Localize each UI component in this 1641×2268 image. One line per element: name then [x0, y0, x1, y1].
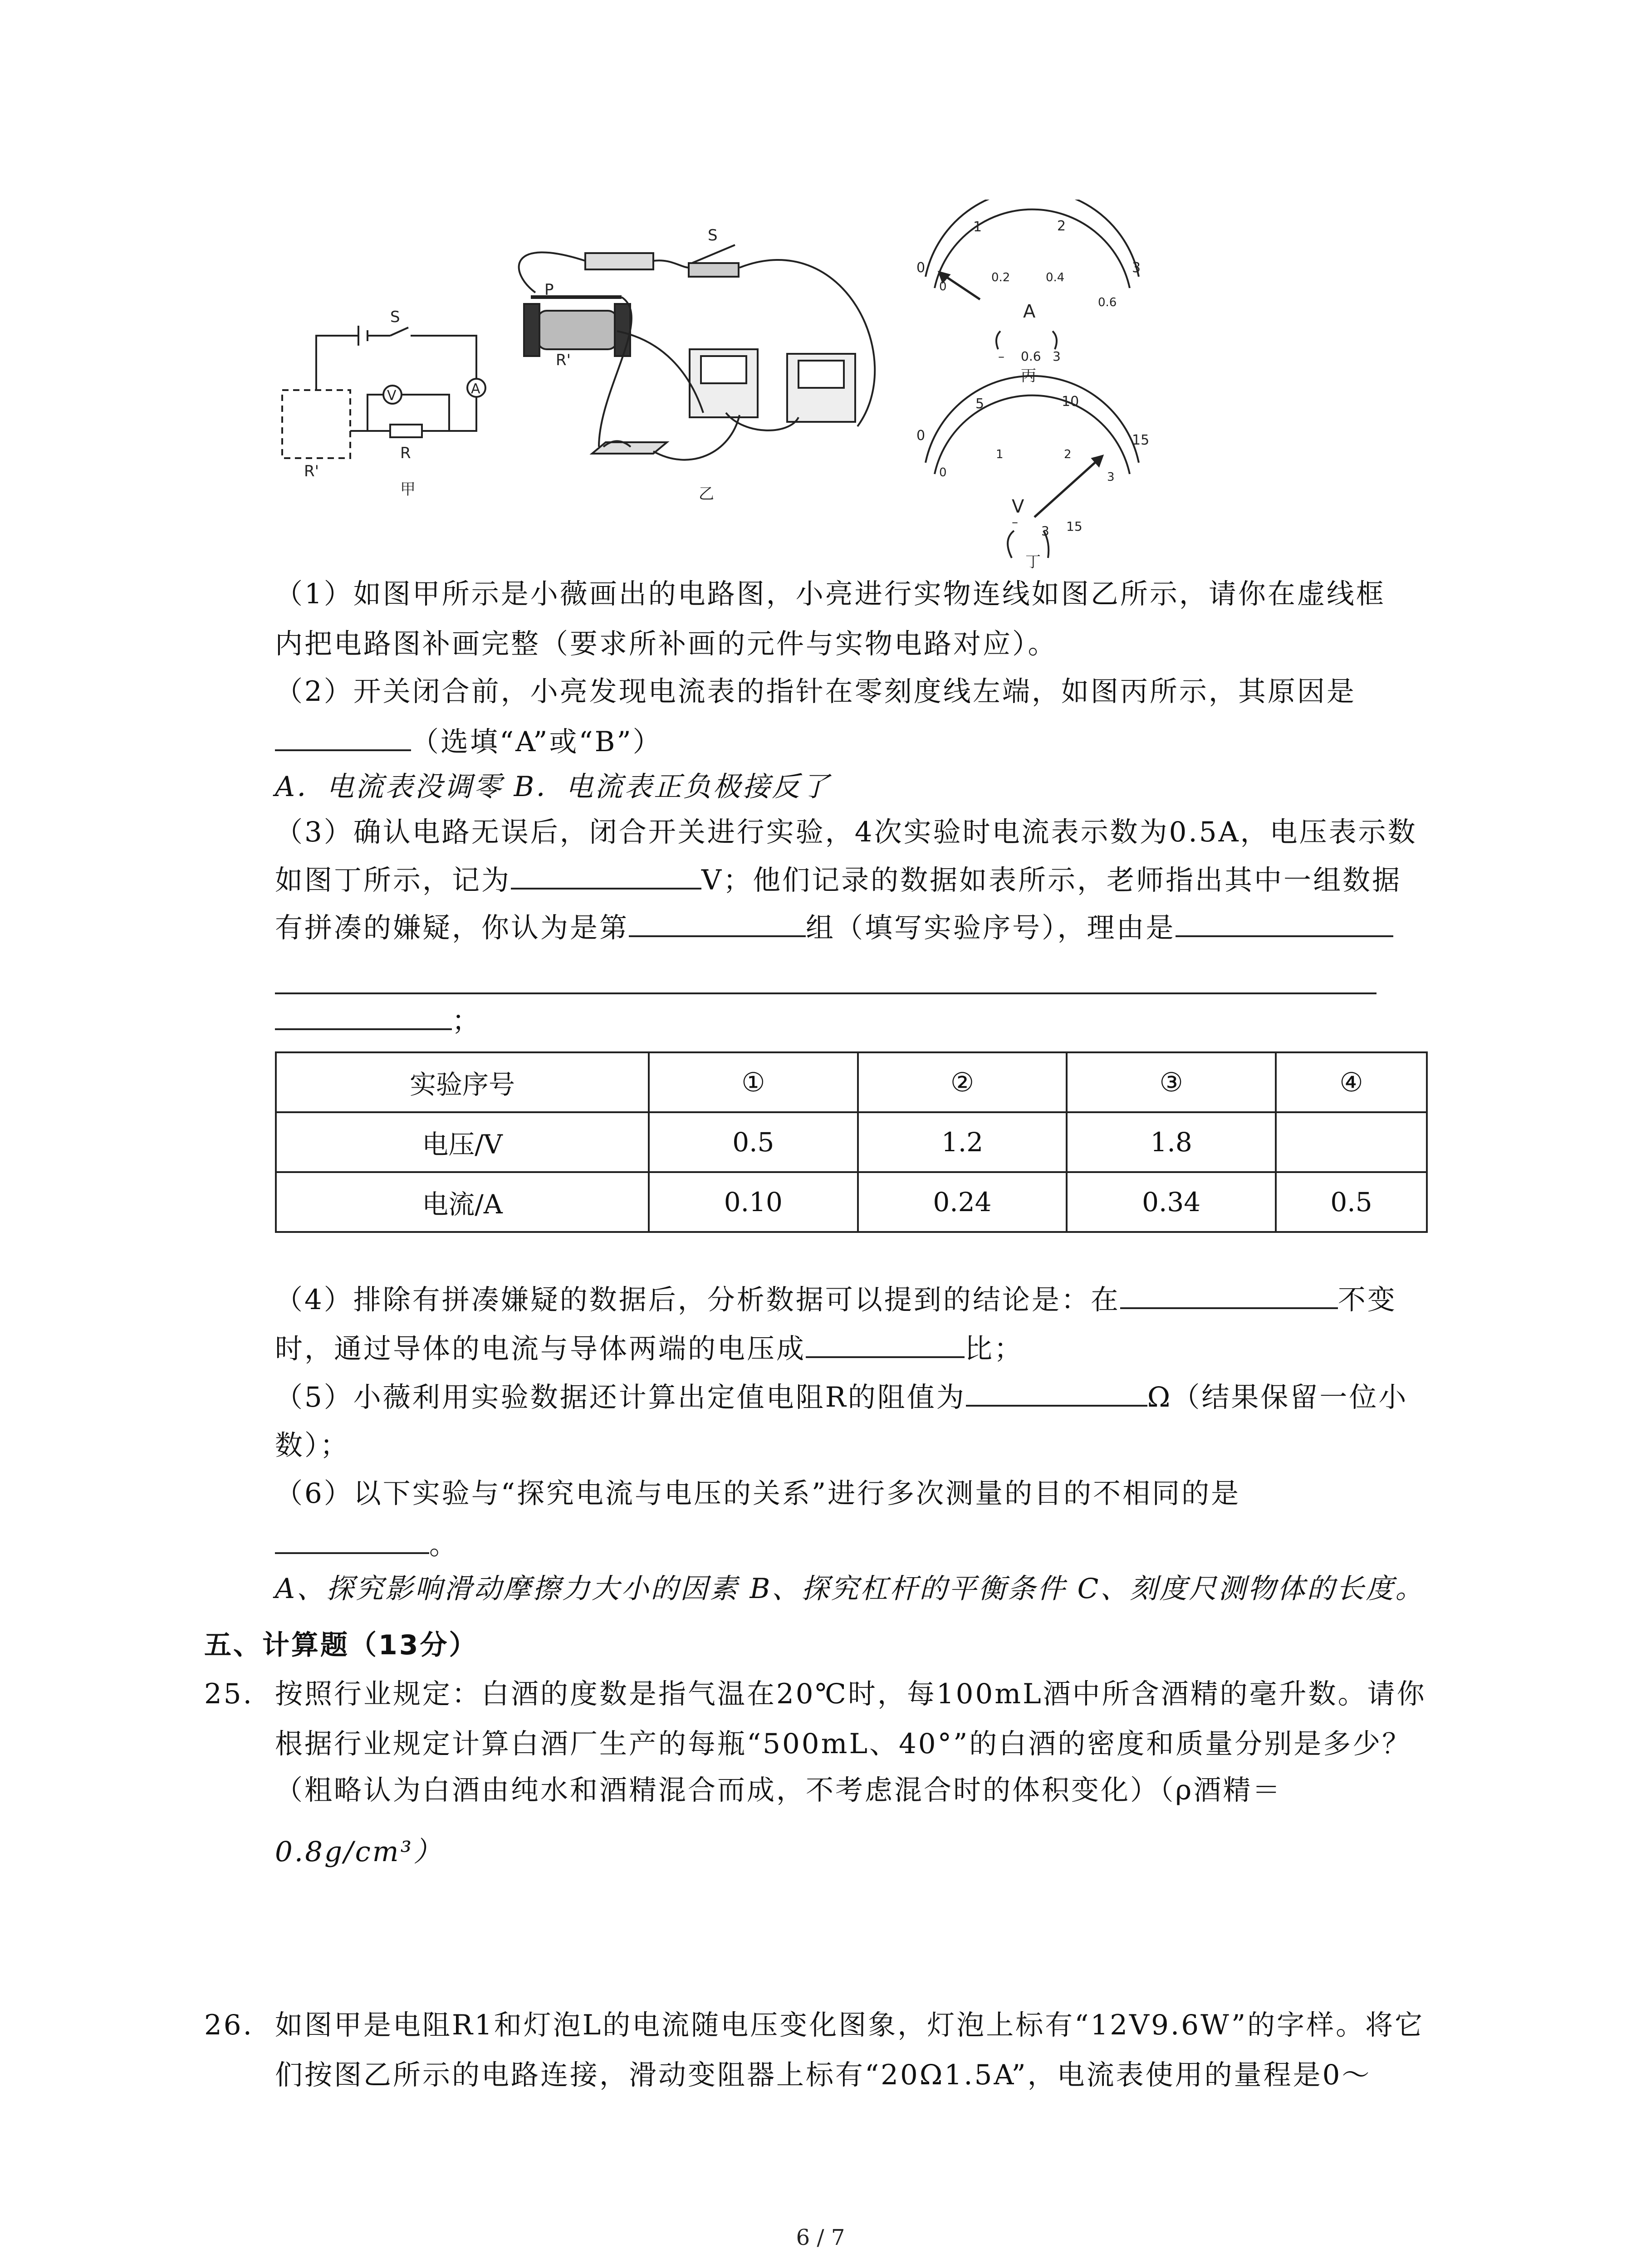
- ding-inner-2: 2: [1064, 448, 1072, 461]
- ding-tick-1: 5: [975, 396, 985, 412]
- ding-terminal-2: 15: [1066, 519, 1083, 534]
- q3-group-blank[interactable]: [629, 907, 806, 937]
- q25-line1: 按照行业规定：白酒的度数是指气温在20℃时，每100mL酒中所含酒精的毫升数。请你: [275, 1678, 1426, 1710]
- q3-line3-pre: 有拼凑的嫌疑，你认为是第: [275, 912, 629, 944]
- q4-line2-pre: 时，通过导体的电流与导体两端的电压成: [275, 1333, 806, 1365]
- table-row: [276, 1112, 1427, 1172]
- q3-reason-blank[interactable]: [1176, 907, 1393, 937]
- q5-line2: 数）；: [275, 1429, 350, 1461]
- data-table: [275, 1051, 1428, 1233]
- q6-line1: （6）以下实验与“探究电流与电压的关系”进行多次测量的目的不相同的是: [275, 1477, 1241, 1510]
- ding-meter-label: V: [1012, 496, 1024, 517]
- q3-line1: （3）确认电路无误后，闭合开关进行实验，4次实验时电流表示数为0.5A，电压表示数: [275, 816, 1417, 848]
- q4-relation-blank[interactable]: [806, 1328, 965, 1358]
- table-cell: 0.5: [649, 1112, 858, 1172]
- voltmeter-dial-ding: [926, 376, 1139, 558]
- q6-answer-blank[interactable]: [275, 1524, 429, 1554]
- q1-line2: 内把电路图补画完整（要求所补画的元件与实物电路对应）。: [275, 628, 1058, 660]
- circuit-photo-yi: [519, 245, 875, 460]
- table-row: [276, 1172, 1427, 1232]
- table-cell: 0.24: [858, 1172, 1067, 1232]
- ding-inner-0: 0: [939, 466, 947, 479]
- q25-line2: 根据行业规定计算白酒厂生产的每瓶“500mL、40°”的白酒的密度和质量分别是多少？: [275, 1728, 1412, 1760]
- q5-line1: [275, 1377, 1408, 1418]
- q3-line2-pre: 如图丁所示，记为: [275, 864, 511, 896]
- jia-ammeter-label: A: [471, 381, 480, 397]
- q3-line3: [275, 907, 1393, 948]
- q3-line5-end: ；: [452, 1005, 482, 1037]
- ding-caption: 丁: [1025, 553, 1041, 571]
- q3-voltage-blank[interactable]: [511, 860, 701, 890]
- q4-line2-post: 比；: [965, 1333, 1024, 1365]
- bing-terminal-2: 3: [1053, 349, 1061, 364]
- q5-line1-post: Ω（结果保留一位小: [1147, 1381, 1408, 1413]
- table-cell: 0.10: [649, 1172, 858, 1232]
- q1-line1: （1）如图甲所示是小薇画出的电路图，小亮进行实物连线如图乙所示，请你在虚线框: [275, 578, 1386, 610]
- q25-line3: （粗略认为白酒由纯水和酒精混合而成，不考虑混合时的体积变化）（ρ酒精＝: [275, 1774, 1282, 1806]
- circuit-diagram-jia: [282, 326, 485, 458]
- table-cell: 0.5: [1276, 1172, 1427, 1232]
- q3-reason-blank-end[interactable]: [275, 1000, 452, 1030]
- q3-line3-mid: 组（填写实验序号），理由是: [806, 912, 1176, 944]
- jia-caption: 甲: [400, 480, 416, 499]
- section-title: 五、计算题（13分）: [204, 1629, 478, 1661]
- yi-switch-label: S: [708, 226, 718, 244]
- table-cell: ③: [1067, 1052, 1276, 1112]
- ding-tick-2: 10: [1062, 394, 1079, 410]
- q3-line5: [275, 1000, 481, 1041]
- q2-line2: [275, 721, 662, 763]
- q4-line2: [275, 1328, 1024, 1369]
- ding-inner-3: 3: [1107, 470, 1115, 484]
- q5-line1-pre: （5）小薇利用实验数据还计算出定值电阻R的阻值为: [275, 1381, 966, 1413]
- table-cell: [1276, 1112, 1427, 1172]
- q5-resistance-blank[interactable]: [966, 1377, 1147, 1407]
- ammeter-dial-bing: [926, 200, 1139, 349]
- yi-slider-label: P: [544, 281, 554, 299]
- bing-inner-3: 0.6: [1098, 296, 1117, 309]
- figure-area: [254, 200, 1252, 576]
- q4-condition-blank[interactable]: [1120, 1279, 1338, 1309]
- ding-inner-1: 1: [996, 448, 1004, 461]
- ding-terminal-0: –: [1012, 514, 1018, 529]
- q2-line1: （2）开关闭合前，小亮发现电流表的指针在零刻度线左端，如图丙所示，其原因是: [275, 675, 1356, 708]
- jia-resistor-label: R: [400, 444, 411, 462]
- bing-terminal-0: –: [998, 349, 1004, 364]
- q3-reason-blank-line[interactable]: [275, 992, 1376, 994]
- bing-caption: 丙: [1021, 367, 1036, 385]
- table-cell: 电流/A: [276, 1172, 649, 1232]
- table-header-row: [276, 1052, 1427, 1112]
- table-cell: ④: [1276, 1052, 1427, 1112]
- bing-terminal-1: 0.6: [1021, 349, 1041, 364]
- q26-line2: 们按图乙所示的电路连接，滑动变阻器上标有“20Ω1.5A”，电流表使用的量程是0～: [275, 2059, 1372, 2091]
- q4-line1: [275, 1279, 1397, 1320]
- table-cell: 1.8: [1067, 1112, 1276, 1172]
- bing-inner-0: 0: [939, 280, 947, 293]
- table-cell: 1.2: [858, 1112, 1067, 1172]
- q2-answer-blank[interactable]: [275, 721, 411, 751]
- q2-options: A．电流表没调零 B．电流表正负极接反了: [275, 771, 831, 803]
- q6-line2: [275, 1524, 459, 1565]
- table-cell: ①: [649, 1052, 858, 1112]
- q25-number: 25.: [204, 1678, 254, 1710]
- page-number: 6 / 7: [796, 2225, 845, 2250]
- bing-tick-2: 2: [1057, 218, 1066, 234]
- bing-tick-0: 0: [916, 260, 926, 276]
- bing-tick-3: 3: [1132, 260, 1141, 276]
- yi-rheostat-label: R': [556, 351, 571, 369]
- q3-line2-post: V；他们记录的数据如表所示，老师指出其中一组数据: [701, 864, 1402, 896]
- ding-tick-3: 15: [1132, 432, 1150, 448]
- q26-line1: 如图甲是电阻R1和灯泡L的电流随电压变化图象，灯泡上标有“12V9.6W”的字样。将它: [275, 2009, 1425, 2041]
- q3-line2: [275, 860, 1401, 901]
- jia-dashed-label: R': [304, 462, 319, 480]
- table-cell: 电压/V: [276, 1112, 649, 1172]
- q6-options: A、探究影响滑动摩擦力大小的因素 B、探究杠杆的平衡条件 C、刻度尺测物体的长度。: [275, 1573, 1425, 1605]
- ding-terminal-1: 3: [1041, 523, 1049, 538]
- ding-tick-0: 0: [916, 428, 926, 444]
- jia-voltmeter-label: V: [387, 388, 397, 404]
- jia-switch-label: S: [390, 308, 400, 326]
- table-cell: 实验序号: [276, 1052, 649, 1112]
- q25-line4: 0.8g/cm³）: [275, 1836, 443, 1868]
- bing-tick-1: 1: [973, 219, 982, 235]
- bing-meter-label: A: [1023, 301, 1036, 322]
- q26-number: 26.: [204, 2009, 254, 2041]
- table-cell: 0.34: [1067, 1172, 1276, 1232]
- bing-inner-2: 0.4: [1046, 271, 1065, 284]
- q2-choice-hint: （选填“A”或“B”）: [411, 726, 662, 758]
- yi-caption: 乙: [699, 485, 714, 503]
- q6-line2-end: 。: [429, 1529, 459, 1561]
- bing-inner-1: 0.2: [991, 271, 1010, 284]
- table-cell: ②: [858, 1052, 1067, 1112]
- q4-line1-pre: （4）排除有拼凑嫌疑的数据后，分析数据可以提到的结论是：在: [275, 1284, 1120, 1316]
- q4-line1-post: 不变: [1337, 1284, 1397, 1316]
